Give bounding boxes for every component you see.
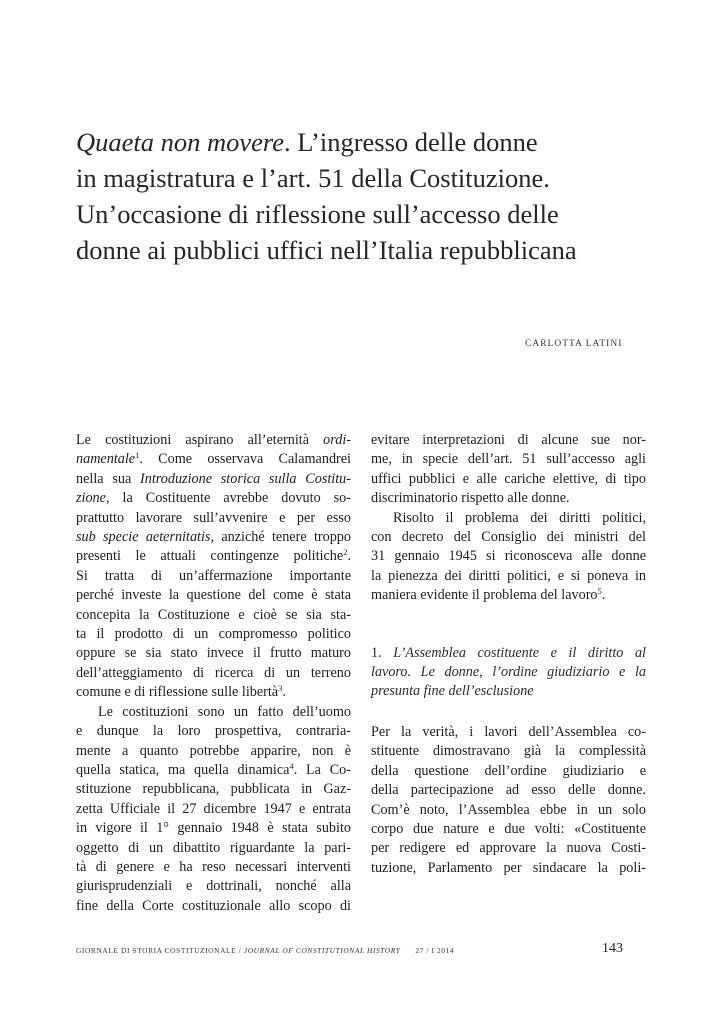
- title-text: . L’ingresso delle donne: [284, 127, 538, 157]
- title-line: in magistratura e l’art. 51 della Costituzione.: [76, 163, 550, 193]
- text-line: tuzione, Parlamento per sindacare la poli-: [371, 859, 646, 876]
- heading-line: presunta fine dell’esclusione: [371, 683, 534, 700]
- body-column-right: [371, 431, 646, 878]
- text-line: quella statica, ma quella dinamica$^4$. La Co-: [76, 760, 351, 778]
- heading-line: lavoro. Le donne, l’ordine giudiziario e la: [371, 664, 646, 681]
- footnote-ref[interactable]: 1: [135, 450, 140, 461]
- title-line: Un’occasione di riflessione sull’accesso delle: [76, 199, 559, 229]
- text-line: namentale$^1$. Come osservava Calamandrei: [76, 450, 351, 468]
- text-line: zione, la Costituente avrebbe dovuto so-: [76, 490, 351, 507]
- text-line: con decreto del Consiglio dei ministri del: [371, 529, 646, 546]
- text-line: Com’è noto, l’Assemblea ebbe in un solo: [371, 801, 646, 818]
- text-line: la pienezza dei diritti politici, e si poneva in: [371, 567, 646, 584]
- text-line: comune e di riflessione sulle libertà$^3$.: [76, 683, 286, 701]
- text-line: zetta Ufficiale il 27 dicembre 1947 e entrata: [76, 800, 351, 817]
- footnote-ref[interactable]: 2: [343, 547, 348, 558]
- text-line: concepita la Costituzione e cioè se sia sta-: [76, 606, 351, 623]
- journal-name-english: JOURNAL OF CONSTITUTIONAL HISTORY: [243, 946, 401, 955]
- running-footer: [76, 946, 454, 955]
- text-line: Le costituzioni sono un fatto dell’uomo: [98, 703, 351, 720]
- text-line: maniera evidente il problema del lavoro$^5$.: [371, 586, 606, 604]
- body-column-left: [76, 431, 351, 916]
- text-line: e dunque la loro prospettiva, contraria-: [76, 723, 351, 740]
- text-line: oppure se sia stato invece il frutto maturo: [76, 645, 351, 662]
- text-line: discriminatorio rispetto alle donne.: [371, 490, 570, 507]
- text-line: corpo due nature e due volti: «Costituente: [371, 820, 646, 837]
- text-line: perché investe la questione del come è stata: [76, 587, 351, 604]
- text-line: prattutto lavorare sull’avvenire e per esso: [76, 509, 351, 526]
- text-line: dell’atteggiamento di ricerca di un terreno: [76, 664, 351, 681]
- text-line: giurisprudenziali e dottrinali, nonché alla: [76, 878, 351, 895]
- text-line: fine della Corte costituzionale allo scopo di: [76, 897, 351, 914]
- author-name: CARLOTTA LATINI: [525, 339, 623, 349]
- title-line: [76, 124, 656, 160]
- text-line: Si tratta di un’affermazione importante: [76, 567, 351, 584]
- text-line: sub specie aeternitatis, anziché tenere troppo: [76, 529, 351, 546]
- journal-name: GIORNALE DI STORIA COSTITUZIONALE /: [76, 946, 244, 955]
- footnote-ref[interactable]: 5: [597, 586, 602, 597]
- footnote-ref[interactable]: 3: [278, 683, 283, 694]
- article-title: [76, 124, 656, 268]
- title-italic-phrase: Quaeta non movere: [76, 127, 285, 157]
- title-line: donne ai pubblici uffici nell’Italia repubblicana: [76, 235, 577, 265]
- text-line: della questione dell’ordine giudiziario e: [371, 762, 646, 779]
- footnote-ref[interactable]: 4: [289, 760, 294, 771]
- text-line: per redigere ed approvare la nuova Costi-: [371, 840, 646, 857]
- text-line: ta il prodotto di un compromesso politico: [76, 626, 351, 643]
- text-line: oggetto di un dibattito riguardante la pari-: [76, 839, 351, 856]
- text-line: della partecipazione ad esso delle donne.: [371, 782, 646, 799]
- text-line: Per la verità, i lavori dell’Assemblea co-: [371, 723, 646, 740]
- text-line: stituzione repubblicana, pubblicata in Gaz-: [76, 781, 351, 798]
- text-line: mente a quanto potrebbe apparire, non è: [76, 742, 351, 759]
- text-line: stituente dimostravano già la complessità: [371, 743, 646, 760]
- section-heading: [371, 644, 646, 702]
- heading-line: 1. L’Assemblea costituente e il diritto al: [371, 644, 647, 661]
- issue-number: 27 / I 2014: [415, 946, 455, 955]
- text-line: evitare interpretazioni di alcune sue nor-: [371, 432, 646, 448]
- text-line: Le costituzioni aspirano all’eternità ordi-: [76, 432, 351, 448]
- text-line: presenti le attuali contingenze politiche$^2$.: [76, 547, 351, 565]
- text-line: 31 gennaio 1945 si riconosceva alle donne: [371, 548, 646, 565]
- page-number: 143: [602, 941, 623, 956]
- text-line: Risolto il problema dei diritti politici,: [393, 509, 646, 526]
- text-line: nella sua Introduzione storica sulla Costitu-: [76, 470, 352, 487]
- text-line: in vigore il 1° gennaio 1948 è stata subito: [76, 820, 351, 837]
- text-line: uffici pubblici e alle cariche elettive, di tipo: [371, 470, 646, 487]
- text-line: tà di genere e ha reso necessari interventi: [76, 858, 351, 875]
- text-line: me, in specie dell’art. 51 sull’accesso agli: [371, 451, 646, 468]
